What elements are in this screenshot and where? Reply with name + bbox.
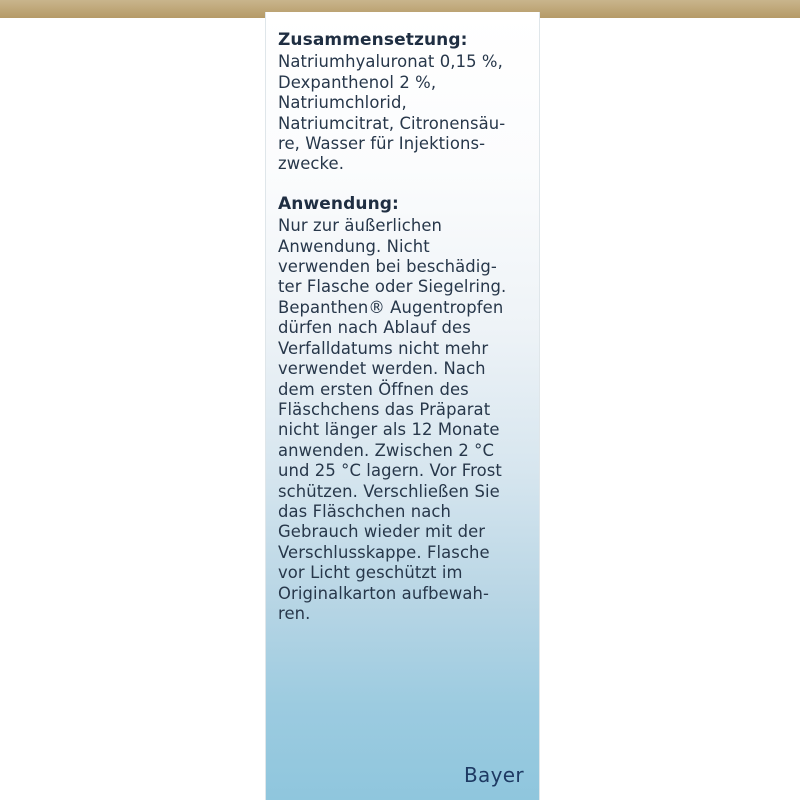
usage-line: schützen. Verschließen Sie (278, 481, 500, 501)
usage-line: vor Licht geschützt im (278, 563, 463, 583)
usage-line: das Fläschchen nach (278, 501, 451, 521)
usage-text (278, 216, 536, 624)
composition-line: zwecke. (278, 154, 345, 174)
usage-line: dürfen nach Ablauf des (278, 318, 471, 338)
composition-heading: Zusammensetzung: (278, 30, 468, 50)
usage-line: Gebrauch wieder mit der (278, 522, 486, 542)
usage-line: Originalkarton aufbewah- (278, 583, 490, 603)
usage-line: und 25 °C lagern. Vor Frost (278, 461, 502, 481)
usage-line: Fläschchens das Präparat (278, 399, 491, 419)
package-text (278, 30, 536, 624)
usage-line: verwendet werden. Nach (278, 359, 486, 379)
usage-line: ren. (278, 603, 311, 623)
usage-line: verwenden bei beschädig- (278, 257, 497, 277)
usage-line: nicht länger als 12 Monate (278, 420, 500, 440)
composition-line: Natriumhyaluronat 0,15 %, (278, 52, 503, 72)
usage-line: ter Flasche oder Siegelring. (278, 277, 507, 297)
usage-heading: Anwendung: (278, 193, 399, 214)
bayer-brand-text: Bayer (464, 763, 524, 787)
composition-line: Dexpanthenol 2 %, (278, 72, 437, 92)
usage-line: Anwendung. Nicht (278, 236, 430, 256)
usage-line: dem ersten Öffnen des (278, 379, 469, 399)
composition-text (278, 52, 536, 174)
usage-line: Nur zur äußerlichen (278, 216, 442, 236)
composition-line: re, Wasser für Injektions- (278, 134, 486, 154)
usage-line: Bepanthen® Augentropfen (278, 297, 504, 317)
composition-line: Natriumchlorid, (278, 93, 407, 113)
usage-line: Verfalldatums nicht mehr (278, 338, 489, 358)
usage-line: anwenden. Zwischen 2 °C (278, 440, 494, 460)
usage-line: Verschlusskappe. Flasche (278, 542, 490, 562)
composition-line: Natriumcitrat, Citronensäu- (278, 113, 506, 133)
